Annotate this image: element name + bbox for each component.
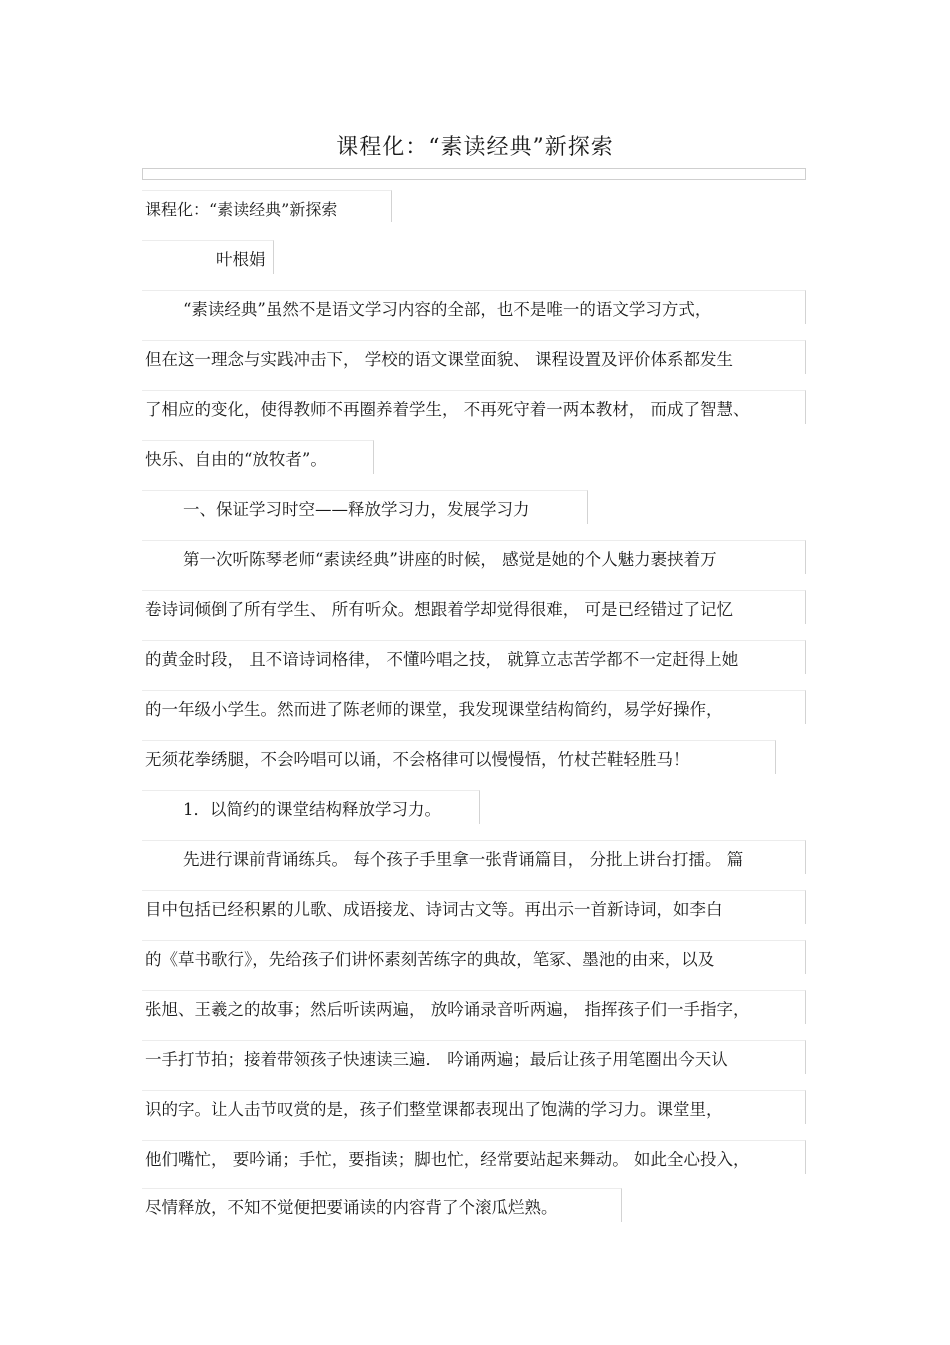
paragraph-line: 快乐、自由的“放牧者”。 [145, 450, 327, 469]
paragraph-line: 的一年级小学生。然而进了陈老师的课堂，我发现课堂结构简约，易学好操作， [145, 700, 723, 719]
paragraph-line: “素读经典”虽然不是语文学习内容的全部，也不是唯一的语文学习方式， [183, 300, 712, 319]
document-subtitle: 课程化：“素读经典”新探索 [145, 200, 338, 219]
paragraph-line: 的黄金时段， 且不谙诗词格律， 不懂吟唱之技， 就算立志苦学都不一定赶得上她 [145, 650, 739, 669]
paragraph-line: 但在这一理念与实践冲击下， 学校的语文课堂面貌、 课程设置及评价体系都发生 [145, 350, 733, 369]
paragraph-line: 先进行课前背诵练兵。 每个孩子手里拿一张背诵篇目， 分批上讲台打擂。 篇 [183, 850, 744, 869]
paragraph-line: 他们嘴忙， 要吟诵；手忙，要指读；脚也忙，经常要站起来舞动。 如此全心投入， [145, 1150, 750, 1169]
document-title: 课程化：“素读经典”新探索 [336, 135, 614, 160]
paragraph-line: 的《草书歌行》，先给孩子们讲怀素刻苦练字的典故，笔冢、墨池的由来，以及 [145, 950, 715, 969]
paragraph-line: 无须花拳绣腿，不会吟唱可以诵，不会格律可以慢慢悟，竹杖芒鞋轻胜马！ [145, 750, 690, 769]
section-heading: 一、保证学习时空——释放学习力，发展学习力 [183, 500, 530, 519]
title-rule [142, 168, 806, 180]
paragraph-line: 了相应的变化，使得教师不再圈养着学生， 不再死守着一两本教材， 而成了智慧、 [145, 400, 750, 419]
paragraph-line: 张旭、王羲之的故事；然后听读两遍， 放吟诵录音听两遍， 指挥孩子们一手指字， [145, 1000, 750, 1019]
paragraph-line: 第一次听陈琴老师“素读经典”讲座的时候， 感觉是她的个人魅力裹挟着万 [183, 550, 717, 569]
paragraph-line: 卷诗词倾倒了所有学生、 所有听众。想跟着学却觉得很难， 可是已经错过了记忆 [145, 600, 733, 619]
author-name: 叶根娟 [216, 250, 266, 269]
paragraph-line: 尽情释放，不知不觉便把要诵读的内容背了个滚瓜烂熟。 [145, 1198, 558, 1217]
paragraph-line: 目中包括已经积累的儿歌、成语接龙、诗词古文等。再出示一首新诗词，如李白 [145, 900, 723, 919]
paragraph-line: 识的字。让人击节叹赏的是，孩子们整堂课都表现出了饱满的学习力。课堂里， [145, 1100, 723, 1119]
subsection-heading: 1．以简约的课堂结构释放学习力。 [183, 800, 441, 819]
paragraph-line: 一手打节拍；接着带领孩子快速读三遍． 吟诵两遍；最后让孩子用笔圈出今天认 [145, 1050, 728, 1069]
